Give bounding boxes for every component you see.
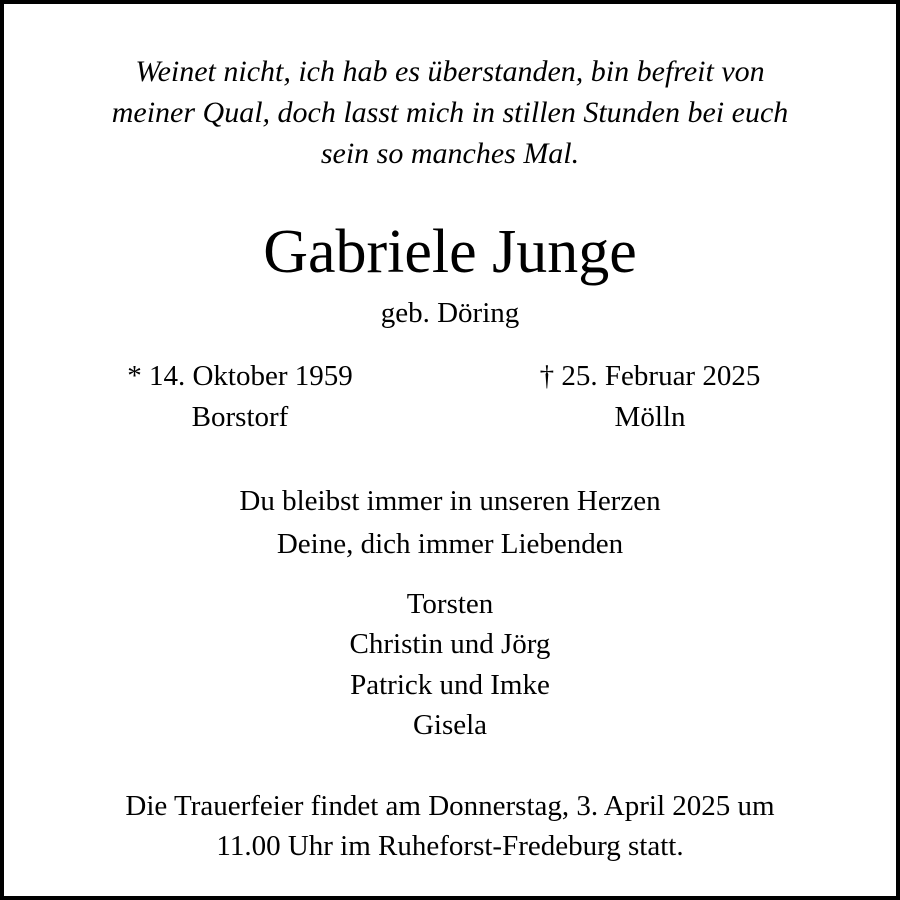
maiden-name: geb. Döring xyxy=(380,297,520,329)
birth-place: Borstorf xyxy=(191,401,289,433)
service-line-2: 11.00 Uhr im Ruheforst-Fredeburg statt. xyxy=(216,830,684,862)
quote-line-1: Weinet nicht, ich hab es überstanden, bin befreit von xyxy=(135,55,765,88)
death-date: † 25. Februar 2025 xyxy=(539,360,761,392)
death-place: Mölln xyxy=(614,401,686,433)
mourner-name: Torsten xyxy=(406,588,494,620)
mourner-name: Christin und Jörg xyxy=(349,628,551,660)
service-line-1: Die Trauerfeier findet am Donnerstag, 3. April 2025 um xyxy=(125,790,775,822)
birth-date: * 14. Oktober 1959 xyxy=(127,360,353,392)
quote-line-3: sein so manches Mal. xyxy=(320,137,580,170)
message-line-1: Du bleibst immer in unseren Herzen xyxy=(239,485,661,517)
deceased-name: Gabriele Junge xyxy=(263,218,637,286)
message-line-2: Deine, dich immer Liebenden xyxy=(276,528,624,560)
mourner-name: Patrick und Imke xyxy=(350,669,550,701)
mourner-name: Gisela xyxy=(412,709,488,741)
quote-line-2: meiner Qual, doch lasst mich in stillen Stunden bei euch xyxy=(111,96,789,129)
